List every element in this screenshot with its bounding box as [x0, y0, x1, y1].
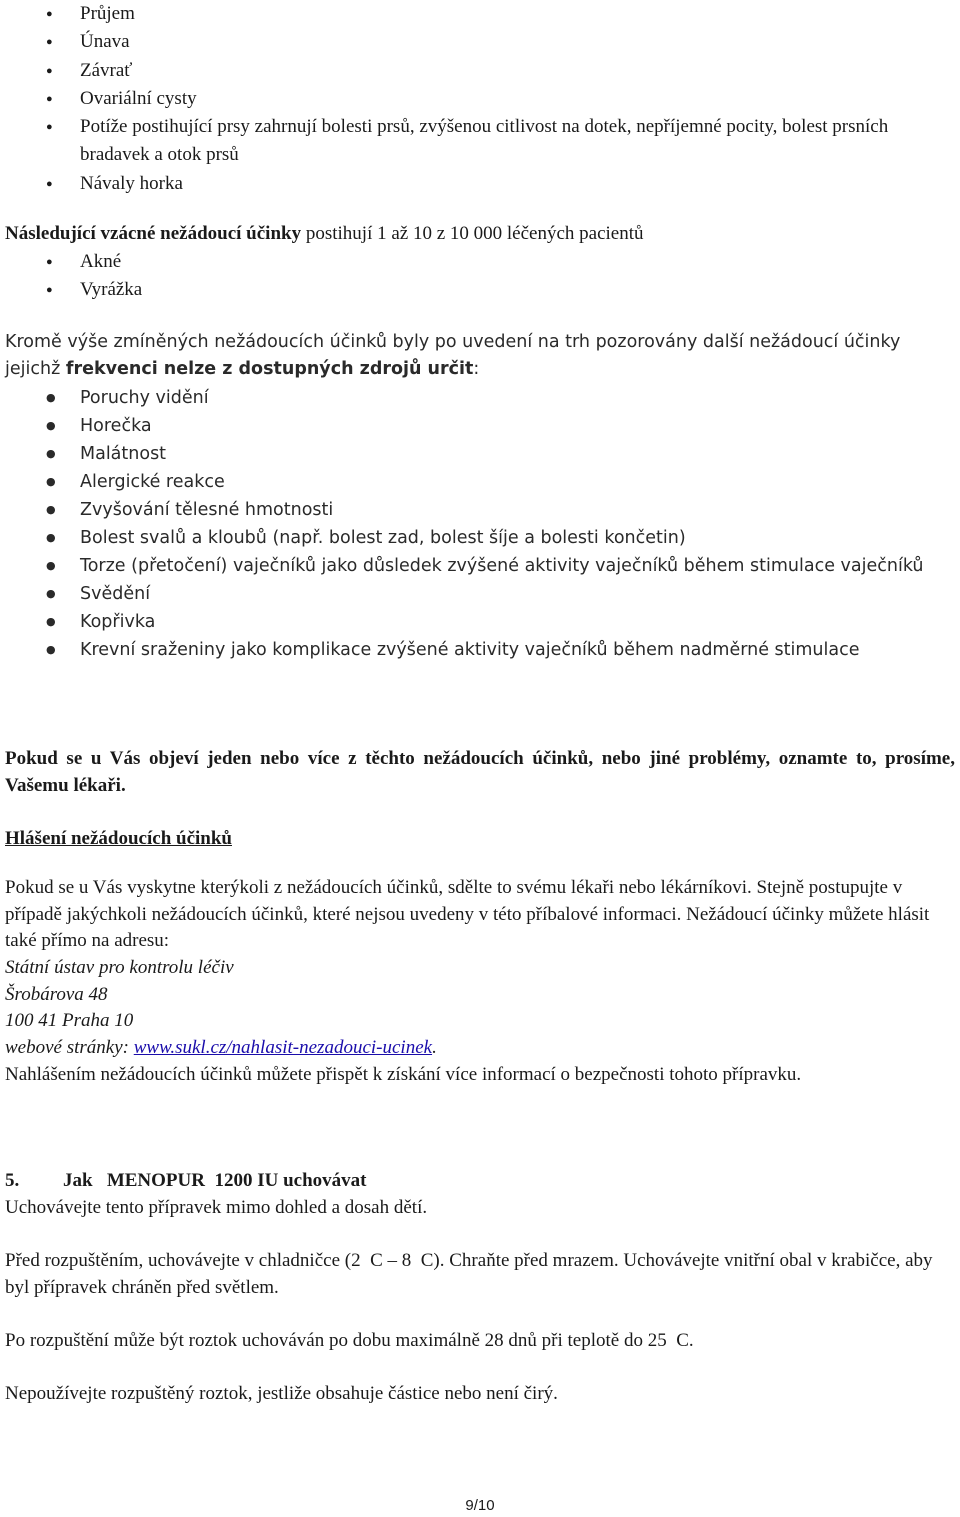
postmarket-intro-end: :	[473, 359, 480, 379]
list-item: ● Návaly horka	[5, 170, 955, 198]
web-end: .	[432, 1036, 437, 1058]
storage-text-4: Nepoužívejte rozpuštěný roztok, jestliže obsahuje částice nebo není čirý.	[5, 1383, 558, 1404]
section-5	[5, 1167, 955, 1407]
sukl-report-link[interactable]: www.sukl.cz/nahlasit-nezadouci-ucinek	[133, 1036, 433, 1058]
list-item: ● Průjem	[5, 0, 955, 28]
storage-text-2: Před rozpuštěním, uchovávejte v chladničce (2 C – 8 C). Chraňte před mrazem. Uchovávejte vnitřní obal v krabičce, aby byl přípravek chráněn před světlem.	[5, 1250, 938, 1298]
rare-heading-rest: postihují 1 až 10 z 10 000 léčených pacientů	[301, 223, 644, 244]
reporting-heading: Hlášení nežádoucích účinků	[5, 828, 232, 849]
list-item: ● Krevní sraženiny jako komplikace zvýšené aktivity vaječníků během nadměrné stimulace	[5, 636, 955, 664]
list-item: ● Ovariální cysty	[5, 85, 955, 113]
reporting-text: Pokud se u Vás vyskytne kterýkoli z nežádoucích účinků, sdělte to svému lékaři nebo lékárníkovi. Stejně postupujte v případě jakýchkoli nežádoucích účinků, které nejsou uvedeny v této příbalové informaci. Nežádoucí účinky můžete hlásit také přímo na adresu:	[5, 877, 930, 951]
storage-text-3: Po rozpuštění může být roztok uchováván po dobu maximálně 28 dnů při teplotě do 25 C.	[5, 1330, 694, 1351]
web-line	[5, 1035, 437, 1062]
reporting-address	[5, 955, 437, 1061]
section-number: 5.	[5, 1170, 20, 1191]
reporting-closing: Nahlášením nežádoucích účinků můžete přispět k získání více informací o bezpečnosti tohoto přípravku.	[5, 1064, 802, 1085]
section-title: Jak MENOPUR 1200 IU uchovávat	[63, 1170, 367, 1191]
list-item: ● Závrať	[5, 57, 955, 85]
list-item: ● Malátnost	[5, 440, 955, 468]
section-5-heading	[5, 1167, 955, 1194]
list-item: ● Akné	[5, 248, 142, 276]
list-item: ● Alergické reakce	[5, 468, 955, 496]
address-line: Šrobárova 48	[5, 983, 108, 1005]
page-number: 9/10	[465, 1497, 495, 1514]
rare-effects-heading	[5, 221, 644, 247]
list-item: ● Svědění	[5, 580, 955, 608]
list-item: ● Vyrážka	[5, 276, 142, 304]
address-line: Státní ústav pro kontrolu léčiv	[5, 957, 234, 978]
postmarket-intro-bold: frekvenci nelze z dostupných zdrojů určit	[65, 359, 474, 379]
list-item: ● Potíže postihující prsy zahrnují bolesti prsů, zvýšenou citlivost na dotek, nepříjemné pocity, bolest prsních bradavek a otok prsů	[5, 113, 955, 170]
list-item: ● Zvyšování tělesné hmotnosti	[5, 496, 955, 524]
doctor-notice: Pokud se u Vás objeví jeden nebo více z těchto nežádoucích účinků, nebo jiné problémy, oznamte to, prosíme, Vašemu lékaři.	[5, 748, 955, 796]
address-line: 100 41 Praha 10	[5, 1010, 134, 1031]
list-item: ● Únava	[5, 28, 955, 56]
list-item: ● Poruchy vidění	[5, 384, 955, 412]
postmarket-intro-text: Kromě výše zmíněných nežádoucích účinků byly po uvedení na trh pozorovány další nežádoucí účinky jejichž	[5, 332, 901, 379]
rare-effects-list	[5, 248, 142, 305]
list-item: ● Horečka	[5, 412, 955, 440]
storage-text-1: Uchovávejte tento přípravek mimo dohled a dosah dětí.	[5, 1197, 428, 1218]
web-label: webové stránky:	[5, 1036, 134, 1058]
postmarket-intro	[5, 329, 955, 383]
list-item: ● Torze (přetočení) vaječníků jako důsledek zvýšené aktivity vaječníků během stimulace vaječníků	[5, 552, 955, 580]
rare-heading-bold: Následující vzácné nežádoucí účinky	[5, 223, 302, 244]
postmarket-effects-list	[5, 384, 955, 664]
list-item: ● Bolest svalů a kloubů (např. bolest zad, bolest šíje a bolesti končetin)	[5, 524, 955, 552]
list-item: ● Kopřivka	[5, 608, 955, 636]
symptom-list-top	[5, 0, 955, 198]
